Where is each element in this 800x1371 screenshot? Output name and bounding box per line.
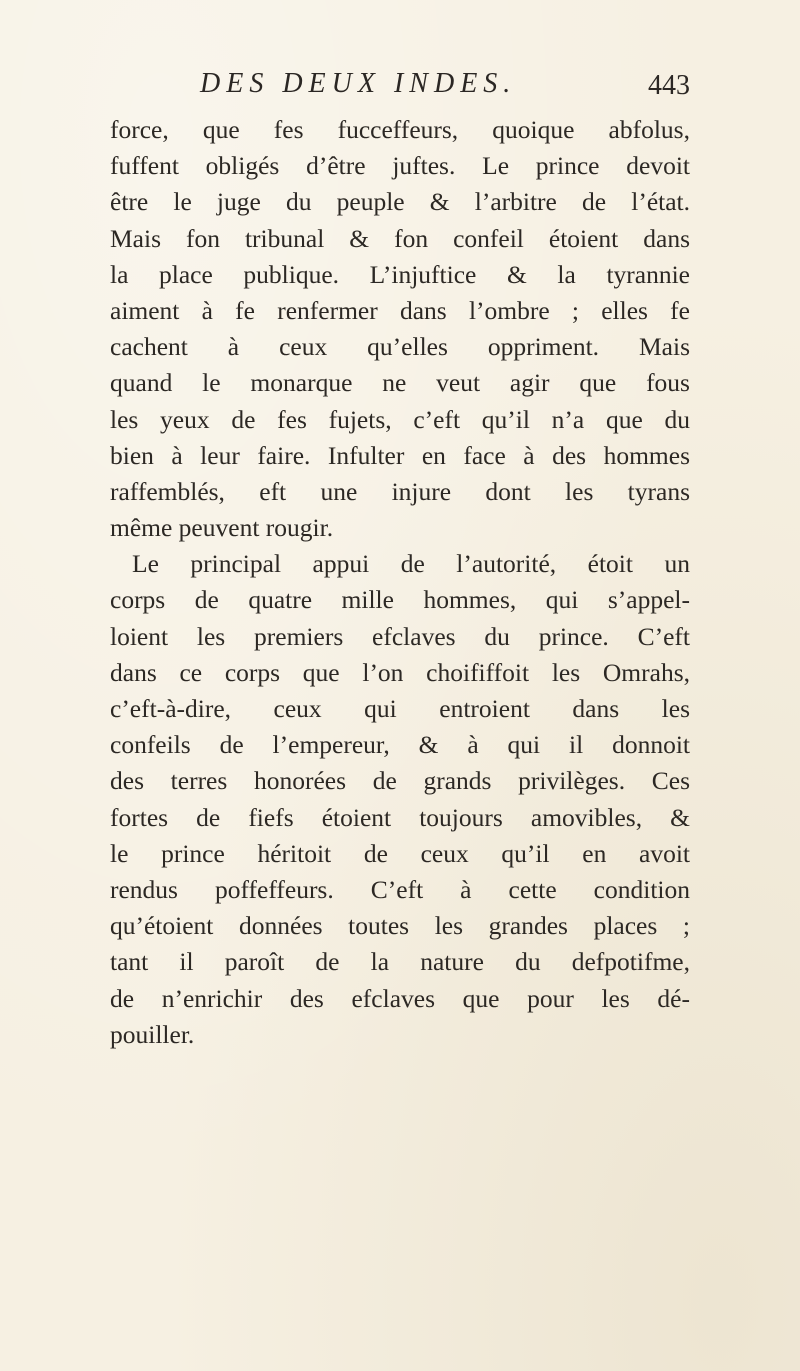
text-line: pouiller. [110,1019,195,1049]
text-line: Mais fon tribunal & fon confeil étoient dans [110,223,690,253]
text-line: qu’étoient données toutes les grandes places ; [110,911,690,941]
text-line: loient les premiers efclaves du prince. C’eft [110,621,690,651]
text-line: c’eft-à-dire, ceux qui entroient dans les [110,694,690,723]
text-line: être le juge du peuple & l’arbitre de l’état. [110,187,690,217]
text-line: Le principal appui de l’autorité, étoit un [132,549,690,579]
text-line: le prince héritoit de ceux qu’il en avoit [110,838,690,868]
text-line: confeils de l’empereur, & à qui il donnoit [110,730,690,760]
text-line: de n’enrichir des efclaves que pour les dé- [110,983,690,1013]
text-line: quand le monarque ne veut agir que fous [110,368,690,398]
page-number: 443 [648,70,690,101]
running-title: DES DEUX INDES. [200,68,517,99]
text-line: aiment à fe renfermer dans l’ombre ; elles fe [110,295,690,325]
text-line: raffemblés, eft une injure dont les tyrans [110,476,690,506]
text-line: rendus poffeffeurs. C’eft à cette condition [110,874,690,904]
running-head [170,68,690,108]
text-line: tant il paroît de la nature du defpotifme, [110,947,690,977]
text-line: même peuvent rougir. [110,513,334,543]
text-line: fuffent obligés d’être juftes. Le prince devoit [110,151,690,181]
text-line: dans ce corps que l’on choififfoit les Omrahs, [110,657,690,687]
text-line: les yeux de fes fujets, c’eft qu’il n’a que du [110,404,690,434]
text-line: fortes de fiefs étoient toujours amovibles, & [110,802,690,832]
text-line: des terres honorées de grands privilèges. Ces [110,766,690,796]
text-line: bien à leur faire. Infulter en face à des hommes [110,440,690,470]
text-line: la place publique. L’injuftice & la tyrannie [110,259,690,289]
text-line: force, que fes fucceffeurs, quoique abfolus, [110,115,690,144]
body-text [110,112,690,1053]
text-line: corps de quatre mille hommes, qui s’appel- [110,585,690,615]
text-line: cachent à ceux qu’elles oppriment. Mais [110,332,690,362]
